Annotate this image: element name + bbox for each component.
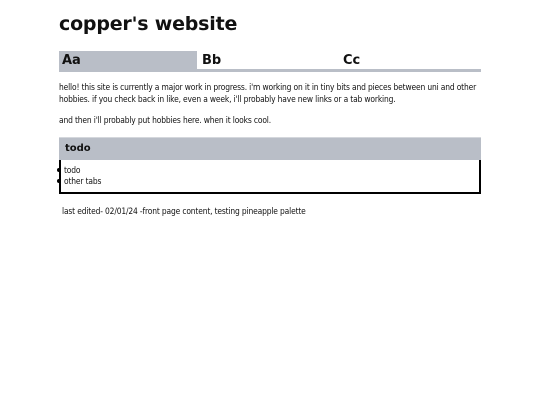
intro-paragraph: hello! this site is currently a major work in progress. i'm working on it in tiny bits and pieces between uni and other hobbies. if you check back in like, even a week, i'll probably have new links or a tab working. bbox=[59, 82, 477, 104]
site-title: copper's website bbox=[59, 13, 238, 35]
todo-list-item bbox=[64, 176, 101, 187]
bullet-icon bbox=[57, 168, 61, 172]
todo-body bbox=[59, 160, 481, 194]
tab-aa[interactable]: Aa bbox=[59, 51, 197, 69]
todo-list bbox=[64, 165, 101, 187]
todo-item-label: other tabs bbox=[64, 176, 102, 186]
todo-list-item bbox=[64, 165, 101, 176]
tab-bb[interactable]: Bb bbox=[202, 53, 222, 68]
todo-title: todo bbox=[65, 143, 91, 154]
todo-panel bbox=[59, 137, 481, 194]
tab-cc[interactable]: Cc bbox=[343, 53, 361, 68]
todo-item-label: todo bbox=[64, 165, 81, 175]
tab-bar bbox=[59, 51, 481, 72]
todo-header bbox=[59, 137, 481, 160]
bullet-icon bbox=[57, 179, 61, 183]
last-edited-note: last edited- 02/01/24 -front page content, testing pineapple palette bbox=[62, 206, 306, 216]
hobbies-paragraph: and then i'll probably put hobbies here. when it looks cool. bbox=[59, 115, 271, 125]
